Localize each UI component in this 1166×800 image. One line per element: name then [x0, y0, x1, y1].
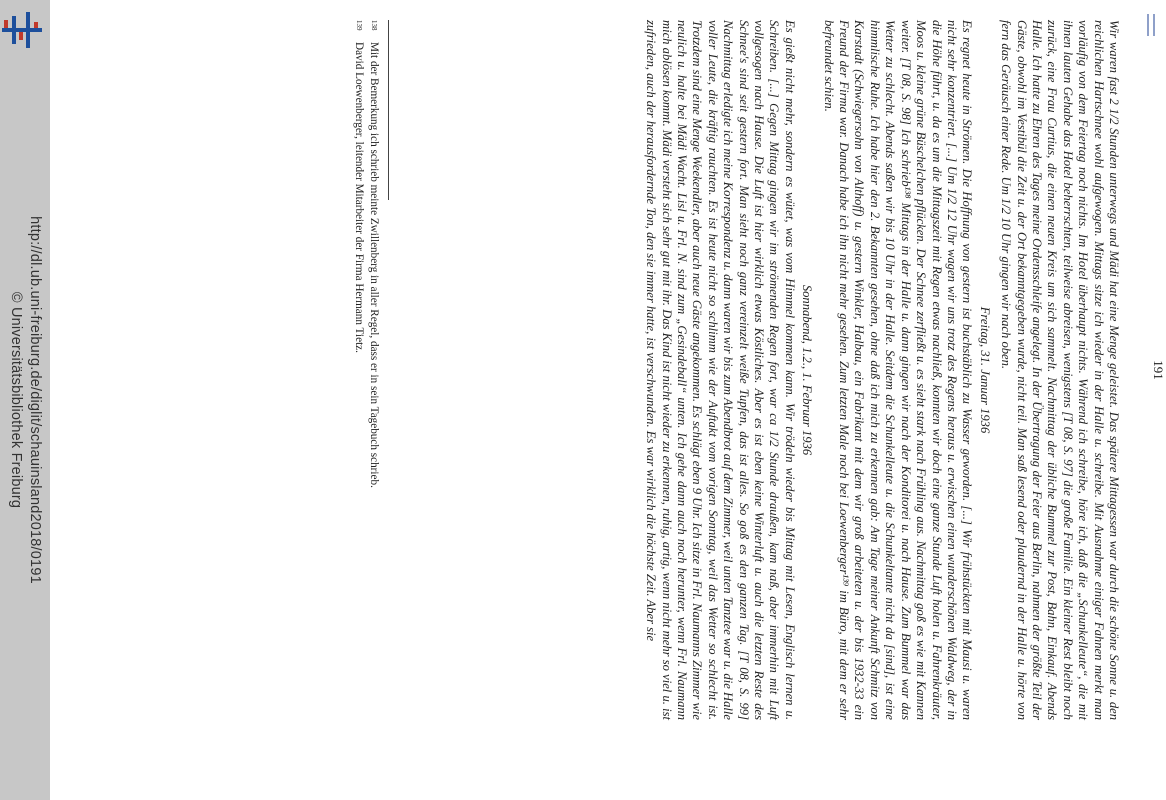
- footnote: [351, 20, 366, 720]
- footnote-text: David Loewenberger, leitender Mitarbeiter der Firma Hermann Tietz.: [353, 42, 365, 353]
- sidebar-caption: [6, 0, 44, 800]
- diary-entry-heading: Freitag, 31. Januar 1936: [977, 306, 992, 434]
- sidebar: [0, 0, 50, 800]
- diary-entry-heading: Sonnabend, 1.2., 1. Februar 1936: [800, 284, 815, 456]
- copyright-text: © Universitätsbibliothek Freiburg: [8, 291, 24, 509]
- paragraph: Es gießt nicht mehr, sondern es wütet, was vom Himmel kommen kann. Wir trödeln wieder bis Mittag mit Lesen, Englisch lernen u. Schreiben. [...] Gegen Mittag gingen wir im strömenden Regen fort, war ca 1/2 Stunde draußen, kam naß, aber immerhin mit Luft vollgesogen nach Hause. Die Luft ist hier wirklich etwas Köstliches. Aber es ist eben keine Winterluft u. auch die letzten Reste des Schnee's sind seit gestern fort. Man sieht noch ganz vereinzelt weiße Tupfen, das ist alles. So goß es den ganzen Tag. [T 08, S. 99] Nachmittag erledigte ich meine Korrespondenz u. dann waren wir bis zum Abendbrot auf dem Zimmer, weil unten Tanztee war u. die Halle voller Leute, die kräftig rauchten. Es ist heute nicht so schlimm wie der Auftakt vom vorigen Sonntag, weil das Wetter so schlecht ist. Trotzdem sind eine Menge Weekendler, aber auch neue Gäste angekommen. Es schlägt eben 9 Uhr. Ich sitze in Frl. Naumanns Zimmer wie neulich u. halte bei Mädi Wacht. Lisl u. Frl. N. sind zum „Gesindeball“ unten. Ich gehe dann auch noch herunter, wenn Frl. Naumann mich ablösen kommt. Mädi versteht sich sehr gut mit ihr. Das Kind ist nicht wieder zu erkennen, ruhig, artig, wenn nicht mehr so viel u. ist zufrieden, auch der herausfordernde Ton, den sie immer hatte, ist verschwunden. Es war wirklich die höchste Zeit. Aber sie: [644, 20, 797, 720]
- footnote-number: 139: [355, 20, 363, 31]
- footnote-text: Mit der Bemerkung ich schrieb meinte Zwillenberg in aller Regel, dass er in sein Tagebuch schrieb.: [368, 42, 380, 488]
- source-url-link[interactable]: http://dl.ub.uni-freiburg.de/diglit/schauinsland2018/0191: [27, 216, 43, 584]
- paragraph: Es regnet heute in Strömen. Die Hoffnung von gestern ist buchstäblich zu Wasser geworden. [...] Wir frühstückten mit Mausi u. waren nicht sehr konzentriert. [...] Um 1/2 12 Uhr wagen wir uns trotz des Regens heraus u. erwischen einen wunderschönen Waldweg, der in die Höhe führt, u. da es um die Mittagszeit mit Regen etwas nachließ, konnten wir doch eine ganze Stunde Luft holen u. Fahrenkräuter, Moos u. kleine grüne Büschelchen pflücken. Der Schnee zerfließt u. es sieht stark nach Frühling aus. Nachmittag goß es wie mit Kannen weiter. [T 08, S. 98] Ich schrieb¹³⁸ Mittags in der Halle u. dann gingen wir nach der Konditorei u. nach Hause. Zum Bummel war das Wetter zu schlecht. Abends saßen wir bis 10 Uhr in der Halle. Seitdem die Schunkelleute u. die Schunkeltante nicht da [sind], ist eine himmlische Ruhe. Ich habe hier den 2. Bekannten gesehen, ohne daß ich mich zu erkennen gab: Am Tage meiner Ankunft Schmitz von Karstadt (Schwiegersohn von Althoff) u. gestern Winkler, Halbau, ein Fabrikant mit dem wir groß arbeiteten u. der bis 1932-33 ein Freund der Firma war. Danach habe ich ihn nicht mehr gesehen. Zum letzten Male noch bei Loewenberger¹³⁹ im Büro, mit dem er sehr befreundet schien.: [821, 20, 975, 720]
- footnote-number: 138: [370, 20, 378, 31]
- document-page: [50, 0, 1166, 800]
- page-number: 191: [1151, 360, 1166, 380]
- footnote-divider: [388, 20, 389, 200]
- paragraph: Wir waren fast 2 1/2 Stunden unterwegs und Mädi hat eine Menge geleistet. Das spätere Mittagessen war durch die schöne Sonne u. den reichlichen Hartschnee wohl aufgewogen. Mittags sitze ich wieder in der Halle u. schreibe. Mit Ausnahme einiger Fahnen merkt man vorläufig von dem Feiertag noch nichts. Im Hotel überhaupt nichts. Während ich schreibe, höre ich, daß die „Schunkelleute“, die mit ihnen lauten Gehabe das Hotel beherrschten, teilweise abreisen, wenigstens [T 08, S. 97] die große Familie. Ein kleiner Rest bleibt noch zurück, eine Frau Curtius, die einen neuen Kreis um sich sammelt. Nachmittag der übliche Bummel zur Post, Bahn, Einkauf. Abends Halle. Ich hatte zu Ehren des Tages meine Ordensschleife angelegt. In der Übertragung der Feier aus Berlin, nahmen der größte Teil der Gäste, obwohl im Vestibül die Zeit u. der Ort bekanntgegeben wurde, nicht teil. Man saß lesend oder plaudernd in der Halle u. hörte von fern das Geräusch einer Rede. Um 1/2 10 Uhr gingen wir nach oben.: [999, 20, 1121, 720]
- body-text: [639, 20, 1121, 720]
- rotated-page-content: [166, 20, 1166, 720]
- footnotes: [351, 20, 381, 720]
- footnote: [366, 20, 381, 720]
